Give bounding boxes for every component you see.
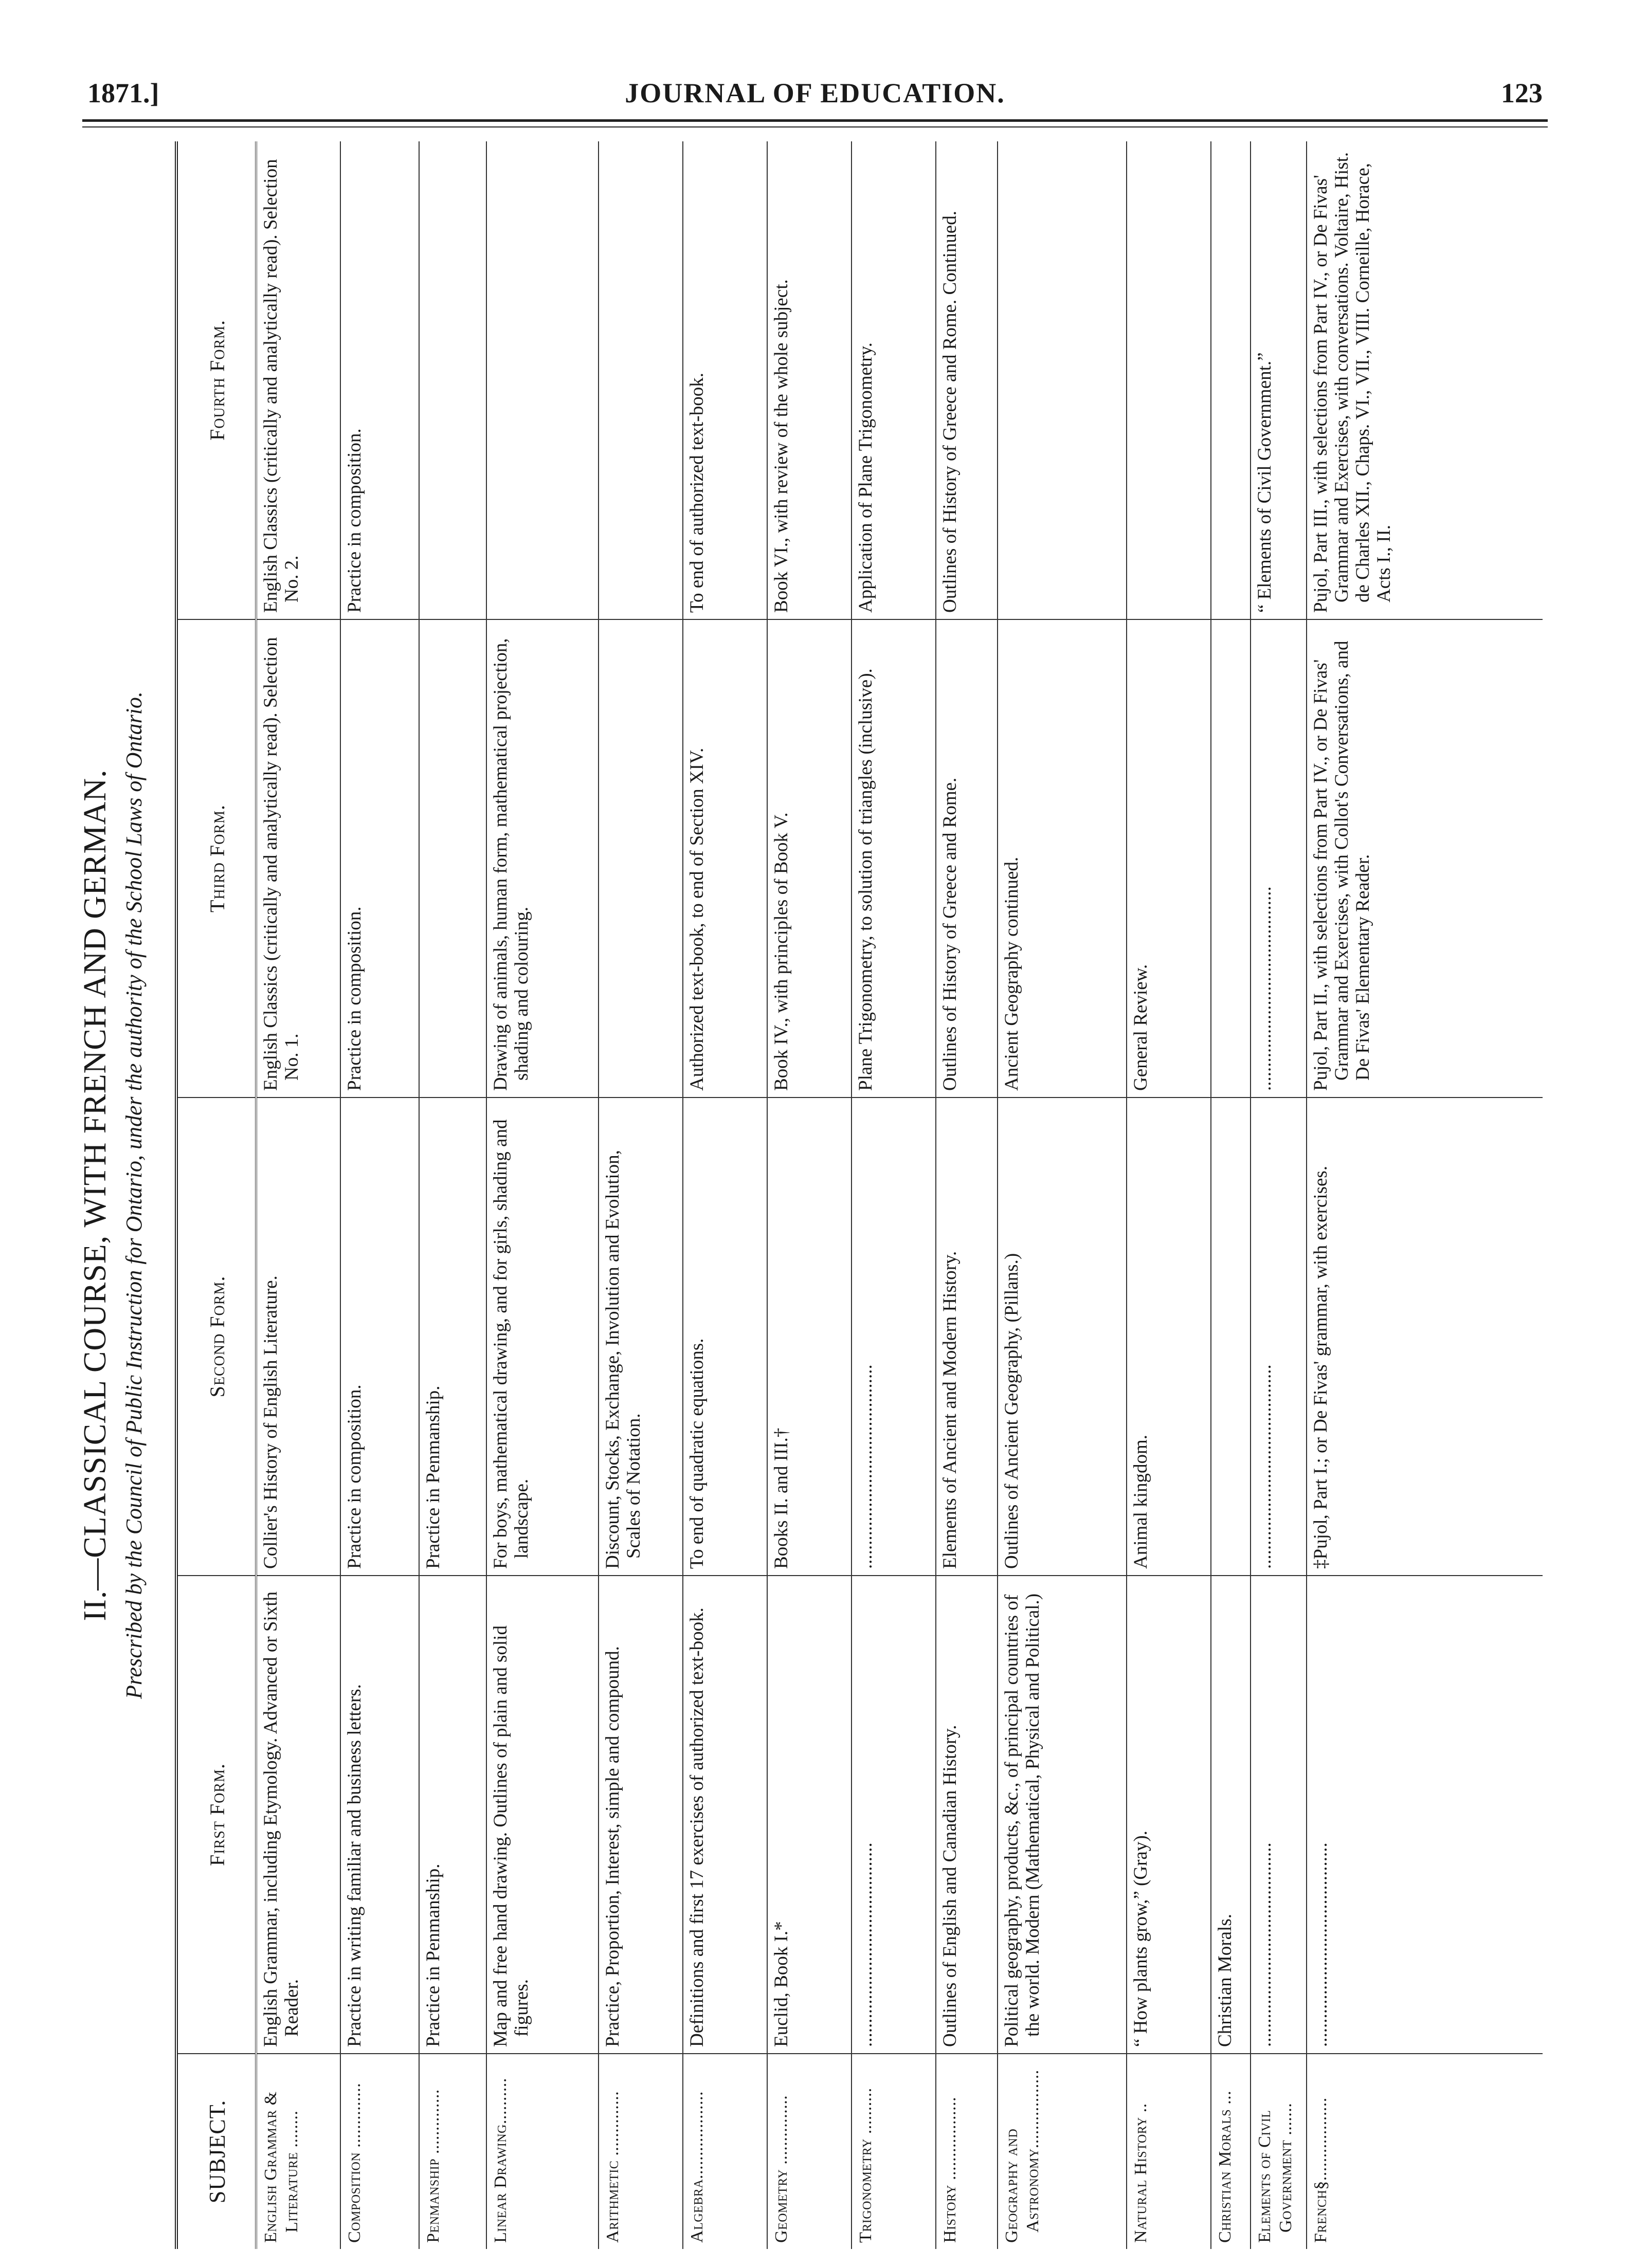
second-form-cell: Books II. and III.† (767, 1098, 852, 1576)
first-form-cell: Political geography, products, &c., of principal countries of the world. Modern (Mathematical, Physical and Political.) (998, 1576, 1127, 2054)
second-form-cell: To end of quadratic equations. (683, 1098, 767, 1576)
first-form-cell: ........................................... (852, 1576, 936, 2054)
section-subtitle: Prescribed by the Council of Public Instruction for Ontario, under the authority of the School Laws of Ontario. (121, 691, 147, 1699)
fourth-form-cell (998, 141, 1127, 619)
first-form-cell: Christian Morals. (1211, 1576, 1250, 2054)
subject-cell: History .................. (936, 2054, 998, 2249)
table-row (767, 141, 852, 2249)
first-form-cell: Practice, Proportion, Interest, simple and compound. (599, 1576, 683, 2054)
header-fourth-form: Fourth Form. (176, 141, 256, 619)
table-header-row (176, 141, 256, 2249)
first-form-cell: English Grammar, including Etymology. Advanced or Sixth Reader. (256, 1576, 340, 2054)
running-head-journal-title: JOURNAL OF EDUCATION. (625, 78, 1005, 108)
first-form-cell: Practice in Penmanship. (419, 1576, 486, 2054)
header-rule-thin (82, 126, 1548, 127)
subject-cell: Geometry ............... (767, 2054, 852, 2249)
fourth-form-cell (1127, 141, 1211, 619)
subject-cell: Algebra................... (683, 2054, 767, 2249)
subject-cell: English Grammar & Literature ........ (256, 2054, 340, 2249)
first-form-cell: ........................................... (1251, 1576, 1307, 2054)
subject-cell: Linear Drawing.......... (486, 2054, 599, 2249)
fourth-form-cell: Outlines of History of Greece and Rome. Continued. (936, 141, 998, 619)
second-form-cell: Collier's History of English Literature. (256, 1098, 340, 1576)
running-head (87, 77, 1543, 118)
third-form-cell: Outlines of History of Greece and Rome. (936, 619, 998, 1098)
table-row (1251, 141, 1307, 2249)
header-rule (82, 119, 1548, 122)
fourth-form-cell: Pujol, Part III., with selections from Part IV., or De Fivas' Grammar and Exercises, with conversations. Voltaire, Hist. de Charles XII., Chaps. VI., VII., VIII. Corneille, Horace, Acts I., II. (1307, 141, 1543, 619)
third-form-cell: Pujol, Part II., with selections from Part IV., or De Fivas' Grammar and Exercises, with Collot's Conversations, and De Fivas' Elementary Reader. (1307, 619, 1543, 1098)
first-form-cell: Practice in writing familiar and business letters. (340, 1576, 419, 2054)
subject-cell: Christian Morals ... (1211, 2054, 1250, 2249)
third-form-cell: Authorized text-book, to end of Section XIV. (683, 619, 767, 1098)
header-subject: SUBJECT. (176, 2054, 256, 2249)
second-form-cell: Animal kingdom. (1127, 1098, 1211, 1576)
second-form-cell: ........................................... (852, 1098, 936, 1576)
third-form-cell: Ancient Geography continued. (998, 619, 1127, 1098)
table-row (599, 141, 683, 2249)
second-form-cell: Practice in Penmanship. (419, 1098, 486, 1576)
first-form-cell: Outlines of English and Canadian History. (936, 1576, 998, 2054)
course-table (175, 141, 1543, 2249)
first-form-cell: Euclid, Book I.* (767, 1576, 852, 2054)
first-form-cell: “ How plants grow,” (Gray). (1127, 1576, 1211, 2054)
table-row (1211, 141, 1250, 2249)
third-form-cell: English Classics (critically and analytically read). Selection No. 1. (256, 619, 340, 1098)
table-row (1127, 141, 1211, 2249)
rotated-page-content (72, 141, 1553, 2249)
second-form-cell: ‡Pujol, Part I.; or De Fivas' grammar, with exercises. (1307, 1098, 1543, 1576)
third-form-cell: Plane Trigonometry, to solution of triangles (inclusive). (852, 619, 936, 1098)
section-title: II.—CLASSICAL COURSE, WITH FRENCH AND GERMAN. (78, 769, 113, 1621)
table-row (998, 141, 1127, 2249)
fourth-form-cell: To end of authorized text-book. (683, 141, 767, 619)
subject-cell: Trigonometry .......... (852, 2054, 936, 2249)
third-form-cell: Drawing of animals, human form, mathematical projection, shading and colouring. (486, 619, 599, 1098)
fourth-form-cell: Application of Plane Trigonometry. (852, 141, 936, 619)
third-form-cell (599, 619, 683, 1098)
fourth-form-cell: “ Elements of Civil Government.” (1251, 141, 1307, 619)
subject-cell: French§.................. (1307, 2054, 1543, 2249)
second-form-cell (1211, 1098, 1250, 1576)
subject-cell: Natural History .. (1127, 2054, 1211, 2249)
second-form-cell: Outlines of Ancient Geography, (Pillans.) (998, 1098, 1127, 1576)
subject-cell: Geography and Astronomy................. (998, 2054, 1127, 2249)
header-third-form: Third Form. (176, 619, 256, 1098)
table-row (486, 141, 599, 2249)
third-form-cell: Practice in composition. (340, 619, 419, 1098)
third-form-cell: General Review. (1127, 619, 1211, 1098)
header-second-form: Second Form. (176, 1098, 256, 1576)
subject-cell: Arithmetic .............. (599, 2054, 683, 2249)
first-form-cell: Definitions and first 17 exercises of authorized text-book. (683, 1576, 767, 2054)
running-head-year: 1871.] (87, 78, 159, 108)
table-row (852, 141, 936, 2249)
table-row (683, 141, 767, 2249)
table-row (1307, 141, 1543, 2249)
third-form-cell: Book IV., with principles of Book V. (767, 619, 852, 1098)
fourth-form-cell (1211, 141, 1250, 619)
table-row (256, 141, 340, 2249)
second-form-cell: ........................................... (1251, 1098, 1307, 1576)
subject-cell: Composition .............. (340, 2054, 419, 2249)
subject-cell: Penmanship .............. (419, 2054, 486, 2249)
third-form-cell (1211, 619, 1250, 1098)
table-row (340, 141, 419, 2249)
second-form-cell: Discount, Stocks, Exchange, Involution and Evolution, Scales of Notation. (599, 1098, 683, 1576)
fourth-form-cell (599, 141, 683, 619)
second-form-cell: For boys, mathematical drawing, and for girls, shading and landscape. (486, 1098, 599, 1576)
third-form-cell: ........................................... (1251, 619, 1307, 1098)
table-row (419, 141, 486, 2249)
first-form-cell: ........................................... (1307, 1576, 1543, 2054)
fourth-form-cell: Book VI., with review of the whole subject. (767, 141, 852, 619)
second-form-cell: Elements of Ancient and Modern History. (936, 1098, 998, 1576)
page-number: 123 (1501, 78, 1543, 108)
second-form-cell: Practice in composition. (340, 1098, 419, 1576)
header-first-form: First Form. (176, 1576, 256, 2054)
fourth-form-cell (419, 141, 486, 619)
subject-cell: Elements of Civil Government ....... (1251, 2054, 1307, 2249)
first-form-cell: Map and free hand drawing. Outlines of plain and solid figures. (486, 1576, 599, 2054)
fourth-form-cell: Practice in composition. (340, 141, 419, 619)
third-form-cell (419, 619, 486, 1098)
fourth-form-cell: English Classics (critically and analytically read). Selection No. 2. (256, 141, 340, 619)
fourth-form-cell (486, 141, 599, 619)
table-row (936, 141, 998, 2249)
